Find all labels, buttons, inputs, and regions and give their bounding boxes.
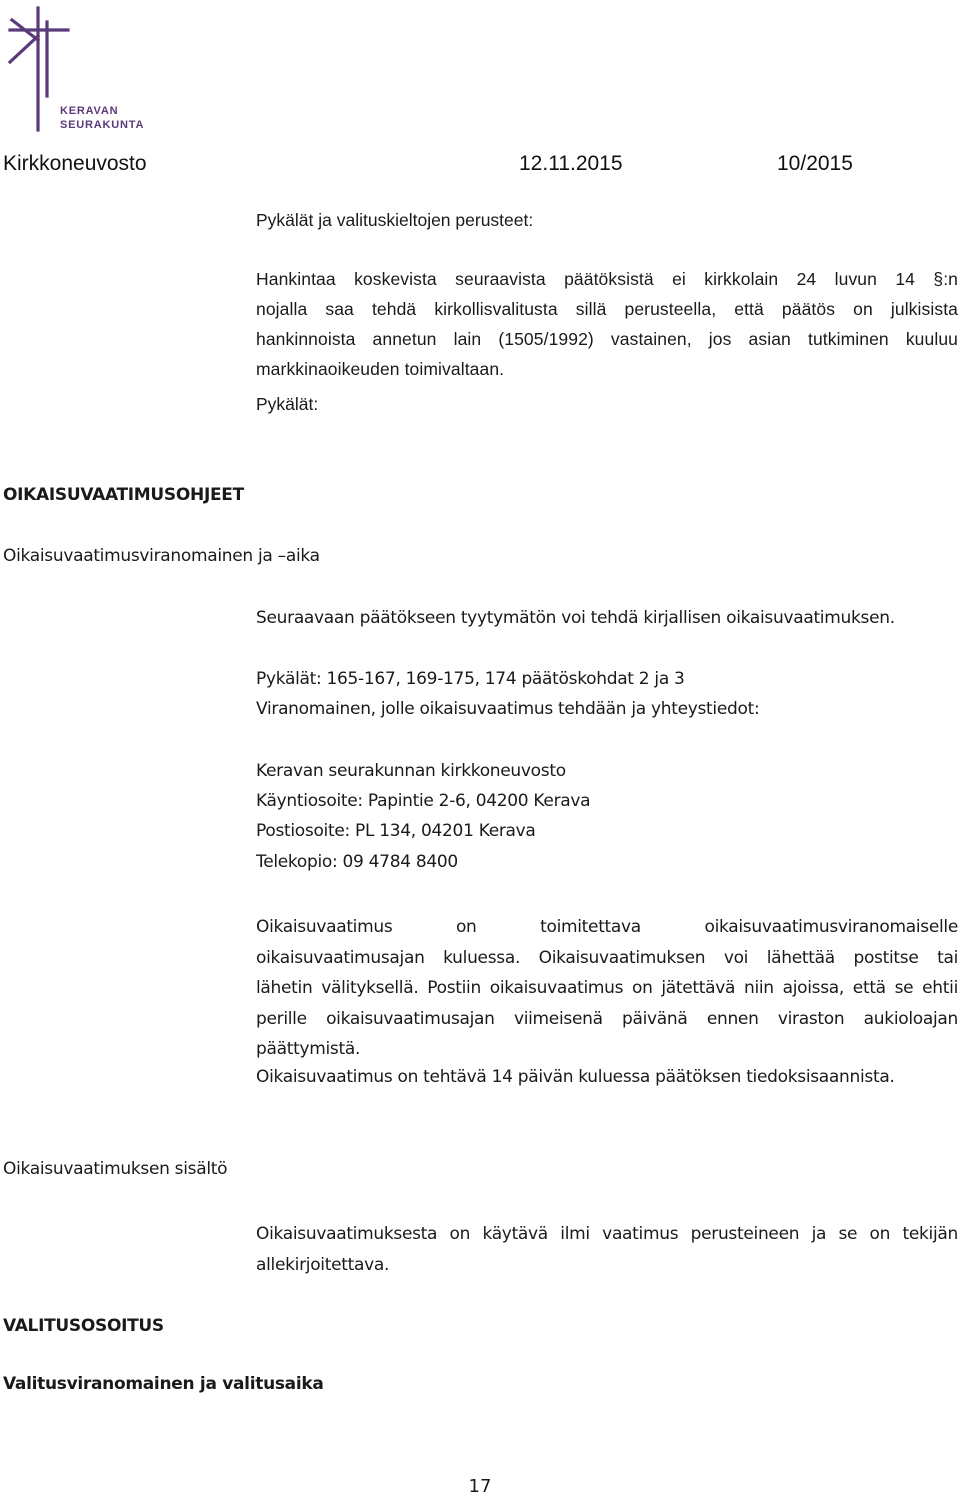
paragraph-line: perille oikaisuvaatimusajan viimeisenä päivänä ennen viraston aukioloajan	[256, 1008, 958, 1029]
oikaisu-intro: Seuraavaan päätökseen tyytymätön voi tehdä kirjallisen oikaisuvaatimuksen.	[256, 608, 895, 628]
header-number: 10/2015	[777, 152, 853, 175]
header-date: 12.11.2015	[519, 152, 623, 175]
paragraph-line: nojalla saa tehdä kirkollisvalitusta sillä perusteella, että päätös on julkisista	[256, 299, 958, 319]
delivery-paragraph	[256, 912, 958, 1065]
logo-text-line1: KERAVAN	[60, 105, 119, 117]
contact-postal-address: Postiosoite: PL 134, 04201 Kerava	[256, 821, 536, 841]
paragraph-line: oikaisuvaatimusajan kuluessa. Oikaisuvaatimuksen voi lähettää postitse tai	[256, 947, 958, 968]
oikaisu-authority-label: Viranomainen, jolle oikaisuvaatimus tehdään ja yhteystiedot:	[256, 699, 760, 719]
oikaisu-pykalat: Pykälät: 165-167, 169-175, 174 päätöskohdat 2 ja 3	[256, 669, 685, 689]
parish-logo	[4, 4, 144, 134]
paragraph-line: markkinaoikeuden toimivaltaan.	[256, 359, 505, 379]
page-number: 17	[468, 1476, 492, 1497]
sisalto-paragraph	[256, 1219, 958, 1280]
paragraph-line: lähetin välityksellä. Postiin oikaisuvaatimus on jätettävä niin ajoissa, että se ehtii	[256, 978, 958, 998]
section-heading-pykalat-valituskielto: Pykälät ja valituskieltojen perusteet:	[256, 210, 534, 230]
header-body: Kirkkoneuvosto	[3, 152, 147, 175]
contact-visit-address: Käyntiosoite: Papintie 2-6, 04200 Kerava	[256, 791, 591, 811]
oikaisu-heading: OIKAISUVAATIMUSOHJEET	[3, 485, 244, 505]
valitus-heading: VALITUSOSOITUS	[3, 1316, 164, 1336]
paragraph-line: Oikaisuvaatimus on toimitettava oikaisuvaatimusviranomaiselle	[256, 917, 958, 937]
oikaisu-deadline: Oikaisuvaatimus on tehtävä 14 päivän kuluessa päätöksen tiedoksisaannista.	[256, 1067, 895, 1087]
paragraph-line: Oikaisuvaatimuksesta on käytävä ilmi vaatimus perusteineen ja se on tekijän	[256, 1224, 958, 1244]
pykalat-label: Pykälät:	[256, 394, 319, 414]
logo-text-line2: SEURAKUNTA	[60, 119, 145, 131]
paragraph-line: päättymistä.	[256, 1039, 361, 1059]
valitus-subheading: Valitusviranomainen ja valitusaika	[3, 1374, 324, 1394]
oikaisu-subheading: Oikaisuvaatimusviranomainen ja –aika	[3, 546, 320, 566]
paragraph-line: allekirjoitettava.	[256, 1254, 390, 1275]
contact-name: Keravan seurakunnan kirkkoneuvosto	[256, 761, 566, 781]
paragraph-line: hankinnoista annetun lain (1505/1992) vastainen, jos asian tutkiminen kuuluu	[256, 329, 958, 349]
paragraph-line: Hankintaa koskevista seuraavista päätöksistä ei kirkkolain 24 luvun 14 §:n	[256, 269, 958, 289]
sisalto-heading: Oikaisuvaatimuksen sisältö	[3, 1159, 228, 1179]
appeal-ban-paragraph	[256, 264, 958, 384]
contact-fax: Telekopio: 09 4784 8400	[256, 852, 458, 872]
